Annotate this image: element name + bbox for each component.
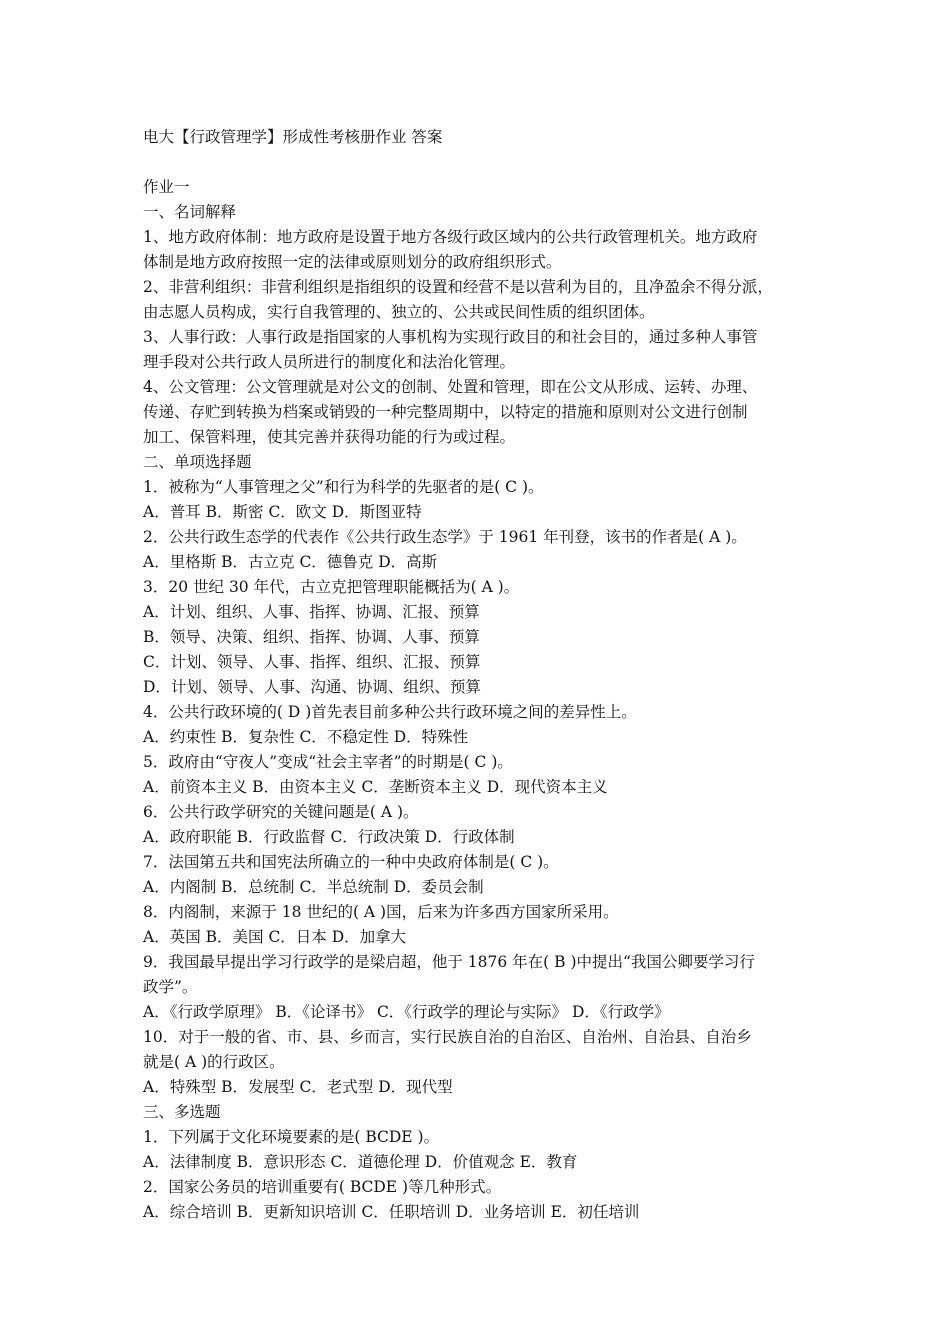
- text-line: A．内阁制 B．总统制 C．半总统制 D．委员会制: [143, 878, 484, 896]
- text-line: D．计划、领导、人事、沟通、协调、组织、预算: [143, 678, 481, 696]
- text-line: 一、名词解释: [143, 203, 237, 221]
- text-line: A．计划、组织、人事、指挥、协调、汇报、预算: [143, 603, 480, 621]
- text-line: 作业一: [143, 178, 190, 196]
- text-line: 理手段对公共行政人员所进行的制度化和法治化管理。: [143, 353, 516, 371]
- text-line: 三、多选题: [143, 1103, 221, 1121]
- document-title: 电大【行政管理学】形成性考核册作业 答案: [143, 128, 443, 146]
- text-line: A．里格斯 B．古立克 C．德鲁克 D．高斯: [143, 553, 438, 571]
- text-line: 体制是地方政府按照一定的法律或原则划分的政府组织形式。: [143, 253, 562, 271]
- text-line: A．普耳 B．斯密 C．欧文 D．斯图亚特: [143, 503, 422, 521]
- text-line: 9．我国最早提出学习行政学的是梁启超，他于 1876 年在( B )中提出“我国公卿要学习行: [143, 953, 755, 971]
- text-line: A．特殊型 B．发展型 C．老式型 D．现代型: [143, 1078, 453, 1096]
- text-line: C．计划、领导、人事、指挥、组织、汇报、预算: [143, 653, 481, 671]
- text-line: 1、地方政府体制：地方政府是设置于地方各级行政区域内的公共行政管理机关。地方政府: [143, 228, 758, 246]
- text-line: A．英国 B．美国 C．日本 D．加拿大: [143, 928, 407, 946]
- text-line: 传递、存贮到转换为档案或销毁的一种完整周期中，以特定的措施和原则对公文进行创制: [143, 403, 748, 421]
- text-line: 2．公共行政生态学的代表作《公共行政生态学》于 1961 年刊登，该书的作者是( A )。: [143, 528, 747, 546]
- text-line: 2、非营利组织：非营利组织是指组织的设置和经营不是以营利为目的，且净盈余不得分派，: [143, 278, 773, 296]
- text-line: A．法律制度 B．意识形态 C．道德伦理 D．价值观念 E．教育: [143, 1153, 578, 1171]
- text-line: B．领导、决策、组织、指挥、协调、人事、预算: [143, 628, 480, 646]
- text-line: A．约束性 B．复杂性 C．不稳定性 D．特殊性: [143, 728, 469, 746]
- text-line: 3．20 世纪 30 年代，古立克把管理职能概括为( A )。: [143, 578, 520, 596]
- text-line: A．综合培训 B．更新知识培训 C．任职培训 D．业务培训 E．初任培训: [143, 1203, 640, 1221]
- text-line: 政学”。: [143, 978, 198, 996]
- text-line: 由志愿人员构成，实行自我管理的、独立的、公共或民间性质的组织团体。: [143, 303, 655, 321]
- text-line: 10．对于一般的省、市、县、乡而言，实行民族自治的自治区、自治州、自治县、自治乡: [143, 1028, 752, 1046]
- text-line: A．政府职能 B．行政监督 C．行政决策 D．行政体制: [143, 828, 515, 846]
- text-line: 1．下列属于文化环境要素的是( BCDE )。: [143, 1128, 440, 1146]
- text-line: 7．法国第五共和国宪法所确立的一种中央政府体制是( C )。: [143, 853, 559, 871]
- text-line: 3、人事行政：人事行政是指国家的人事机构为实现行政目的和社会目的，通过多种人事管: [143, 328, 758, 346]
- text-line: 5．政府由“守夜人”变成“社会主宰者”的时期是( C )。: [143, 753, 513, 771]
- text-line: 二、单项选择题: [143, 453, 252, 471]
- text-line: A．前资本主义 B．由资本主义 C．垄断资本主义 D．现代资本主义: [143, 778, 608, 796]
- text-line: 加工、保管料理，使其完善并获得功能的行为或过程。: [143, 428, 516, 446]
- text-line: A．《行政学原理》 B．《论译书》 C．《行政学的理论与实际》 D．《行政学》: [143, 1003, 670, 1021]
- text-line: 1．被称为“人事管理之父”和行为科学的先驱者的是( C )。: [143, 478, 544, 496]
- text-line: 就是( A )的行政区。: [143, 1053, 285, 1071]
- text-line: 8．内阁制，来源于 18 世纪的( A )国，后来为许多西方国家所采用。: [143, 903, 619, 921]
- text-line: 4、公文管理：公文管理就是对公文的创制、处置和管理，即在公文从形成、运转、办理、: [143, 378, 758, 396]
- document-body: [143, 175, 823, 1225]
- text-line: 4．公共行政环境的( D )首先表目前多种公共行政环境之间的差异性上。: [143, 703, 637, 721]
- text-line: 6．公共行政学研究的关键问题是( A )。: [143, 803, 419, 821]
- text-line: 2．国家公务员的培训重要有( BCDE )等几种形式。: [143, 1178, 502, 1196]
